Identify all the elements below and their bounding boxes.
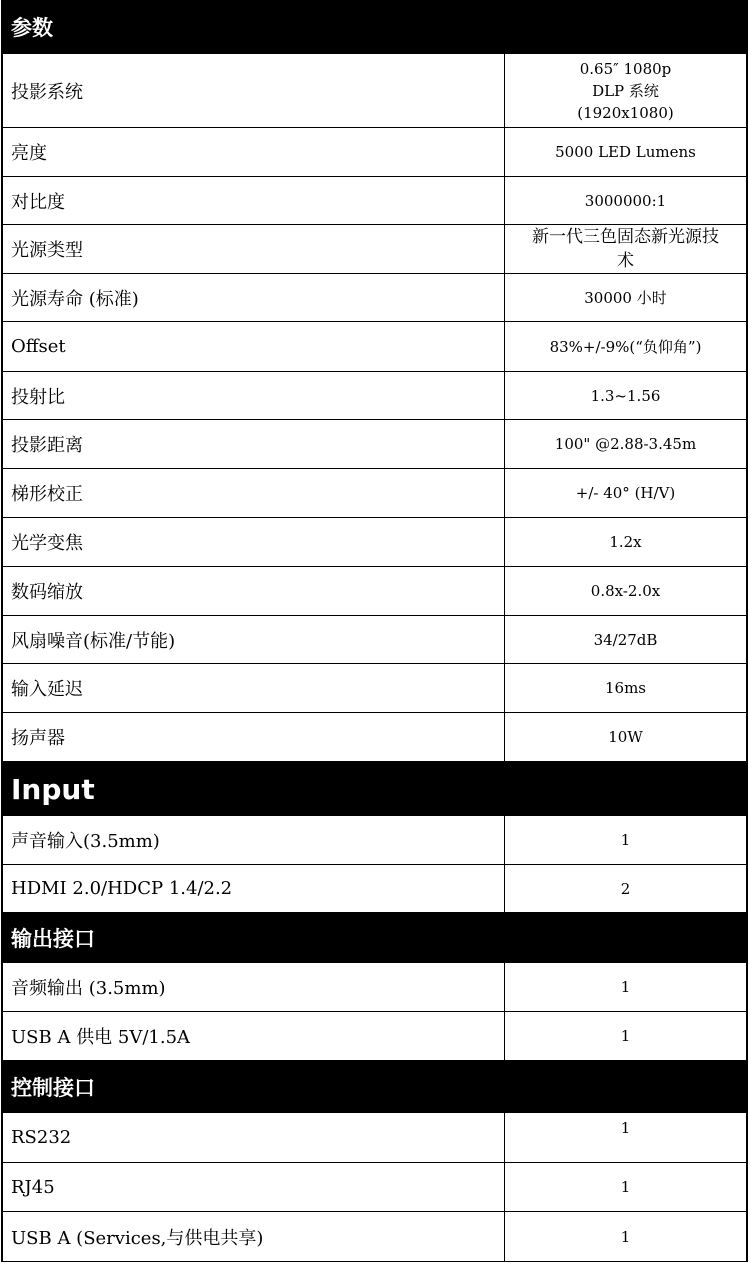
spec-label: 音频输出 (3.5mm) [3,963,505,1011]
spec-label: Offset [3,322,505,371]
spec-row [1,664,748,713]
spec-label: RJ45 [3,1163,505,1211]
spec-value: 2 [620,879,631,898]
spec-label: 输入延迟 [3,664,505,712]
spec-row [1,469,748,518]
spec-value: 34/27dB [593,630,658,649]
spec-row [1,274,748,322]
spec-value: 1 [620,1119,631,1137]
spec-label: RS232 [3,1113,505,1162]
spec-row [1,372,748,420]
spec-row [1,1163,748,1212]
spec-row [1,177,748,225]
spec-label: 声音输入(3.5mm) [3,816,505,864]
spec-row [1,518,748,567]
spec-value: 1 [620,1227,631,1246]
spec-row [1,567,748,616]
spec-value: 5000 LED Lumens [555,143,696,161]
spec-value: 0.8x-2.0x [590,582,661,600]
spec-label: 对比度 [3,177,505,224]
spec-row [1,225,748,274]
spec-label: USB A 供电 5V/1.5A [3,1012,505,1060]
spec-label: 光源寿命 (标准) [3,274,505,321]
spec-row [1,420,748,469]
spec-label: 投影系统 [3,54,505,127]
spec-value: 3000000:1 [584,191,667,210]
spec-value: 1 [620,978,631,996]
spec-sheet [1,0,748,1262]
spec-label: 光源类型 [3,225,505,273]
section-header-control: 控制接口 [1,1061,748,1113]
spec-value: 1 [620,1027,631,1045]
spec-value: 10W [608,728,643,746]
spec-label: 梯形校正 [3,469,505,517]
spec-row [1,322,748,372]
spec-value: 1.3~1.56 [590,386,661,405]
spec-label: HDMI 2.0/HDCP 1.4/2.2 [3,865,505,912]
spec-value: 0.65″ 1080p DLP 系统 (1920x1080) [577,59,674,122]
spec-row [1,865,748,913]
spec-label: USB A (Services,与供电共享) [3,1212,505,1261]
spec-row [1,1012,748,1061]
section-header-output: 输出接口 [1,913,748,963]
spec-value: 新一代三色固态新光源技 术 [532,227,719,271]
spec-row [1,616,748,664]
spec-row [1,54,748,128]
spec-value: 1.2x [609,533,642,551]
spec-value: 1 [620,831,631,849]
spec-value: +/- 40° (H/V) [575,484,676,502]
spec-value: 1 [620,1178,631,1196]
spec-row [1,963,748,1012]
spec-value: 16ms [604,679,646,697]
spec-value: 100" @2.88-3.45m [554,435,697,453]
spec-label: 投影距离 [3,420,505,468]
spec-label: 亮度 [3,128,505,176]
spec-label: 光学变焦 [3,518,505,566]
spec-row [1,1113,748,1163]
spec-label: 风扇噪音(标准/节能) [3,616,505,663]
spec-row [1,816,748,865]
section-header-params: 参数 [1,0,748,54]
spec-label: 投射比 [3,372,505,419]
spec-label: 数码缩放 [3,567,505,615]
spec-row [1,1212,748,1262]
spec-label: 扬声器 [3,713,505,761]
section-header-input: Input [1,762,748,816]
spec-value: 83%+/-9%(“负仰角”) [549,337,702,356]
spec-row [1,128,748,177]
spec-value: 30000 小时 [584,288,667,307]
spec-row [1,713,748,762]
